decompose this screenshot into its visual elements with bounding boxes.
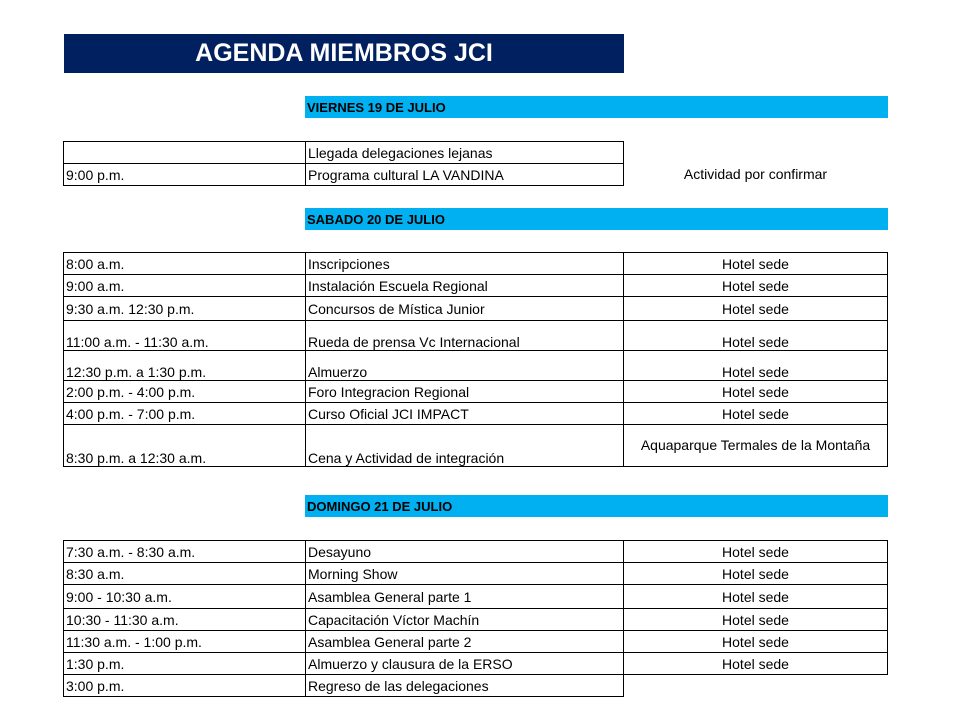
place-cell: Hotel sede [624, 403, 888, 425]
time-cell: 1:30 p.m. [64, 653, 306, 675]
activity-cell: Inscripciones [306, 253, 624, 275]
activity-cell: Morning Show [306, 563, 624, 585]
day-header-saturday: SABADO 20 DE JULIO [305, 208, 888, 230]
table-row [64, 142, 888, 164]
time-cell: 8:00 a.m. [64, 253, 306, 275]
table-row [64, 609, 888, 631]
table-row [64, 631, 888, 653]
table-row [64, 297, 888, 321]
place-cell: Hotel sede [624, 585, 888, 609]
activity-cell: Desayuno [306, 541, 624, 563]
friday-table [63, 141, 887, 186]
place-cell: Hotel sede [624, 381, 888, 403]
friday-note: Actividad por confirmar [683, 165, 828, 182]
table-row [64, 351, 888, 381]
place-cell: Hotel sede [624, 541, 888, 563]
activity-cell: Rueda de prensa Vc Internacional [306, 321, 624, 351]
time-cell: 7:30 a.m. - 8:30 a.m. [64, 541, 306, 563]
time-cell: 3:00 p.m. [64, 675, 306, 697]
activity-cell: Cena y Actividad de integración [306, 425, 624, 467]
table-row [64, 653, 888, 675]
table-row [64, 563, 888, 585]
place-cell: Hotel sede [624, 609, 888, 631]
activity-cell: Llegada delegaciones lejanas [306, 142, 624, 164]
time-cell: 8:30 p.m. a 12:30 a.m. [64, 425, 306, 467]
place-cell: Hotel sede [624, 631, 888, 653]
table-row [64, 585, 888, 609]
table-row [64, 675, 888, 697]
time-cell: 2:00 p.m. - 4:00 p.m. [64, 381, 306, 403]
activity-cell: Capacitación Víctor Machín [306, 609, 624, 631]
activity-cell: Curso Oficial JCI IMPACT [306, 403, 624, 425]
time-cell: 11:30 a.m. - 1:00 p.m. [64, 631, 306, 653]
activity-cell: Almuerzo [306, 351, 624, 381]
time-cell: 9:00 a.m. [64, 275, 306, 297]
activity-cell: Almuerzo y clausura de la ERSO [306, 653, 624, 675]
table-row [64, 253, 888, 275]
table-row [64, 321, 888, 351]
day-header-sunday: DOMINGO 21 DE JULIO [305, 495, 888, 517]
time-cell: 4:00 p.m. - 7:00 p.m. [64, 403, 306, 425]
time-cell: 9:00 - 10:30 a.m. [64, 585, 306, 609]
place-cell: Hotel sede [624, 321, 888, 351]
place-cell: Hotel sede [624, 563, 888, 585]
activity-cell: Instalación Escuela Regional [306, 275, 624, 297]
sunday-table [63, 540, 888, 697]
agenda-title: AGENDA MIEMBROS JCI [64, 34, 624, 73]
activity-cell: Regreso de las delegaciones [306, 675, 624, 697]
place-cell: Hotel sede [624, 253, 888, 275]
activity-cell: Foro Integracion Regional [306, 381, 624, 403]
table-row [64, 425, 888, 467]
activity-cell: Asamblea General parte 2 [306, 631, 624, 653]
place-cell [624, 675, 888, 697]
time-cell: 11:00 a.m. - 11:30 a.m. [64, 321, 306, 351]
time-cell: 9:30 a.m. 12:30 p.m. [64, 297, 306, 321]
time-cell: 8:30 a.m. [64, 563, 306, 585]
place-cell: Aquaparque Termales de la Montaña [624, 425, 888, 467]
place-cell: Hotel sede [624, 275, 888, 297]
activity-cell: Programa cultural LA VANDINA [306, 164, 624, 186]
time-cell: 9:00 p.m. [64, 164, 306, 186]
table-row [64, 275, 888, 297]
time-cell: 10:30 - 11:30 a.m. [64, 609, 306, 631]
place-cell: Hotel sede [624, 351, 888, 381]
place-cell: Hotel sede [624, 297, 888, 321]
table-row [64, 403, 888, 425]
time-cell: 12:30 p.m. a 1:30 p.m. [64, 351, 306, 381]
table-row [64, 381, 888, 403]
place-cell: Hotel sede [624, 653, 888, 675]
time-cell [64, 142, 306, 164]
saturday-table [63, 252, 888, 467]
activity-cell: Asamblea General parte 1 [306, 585, 624, 609]
day-header-friday: VIERNES 19 DE JULIO [305, 96, 888, 118]
table-row [64, 541, 888, 563]
activity-cell: Concursos de Mística Junior [306, 297, 624, 321]
